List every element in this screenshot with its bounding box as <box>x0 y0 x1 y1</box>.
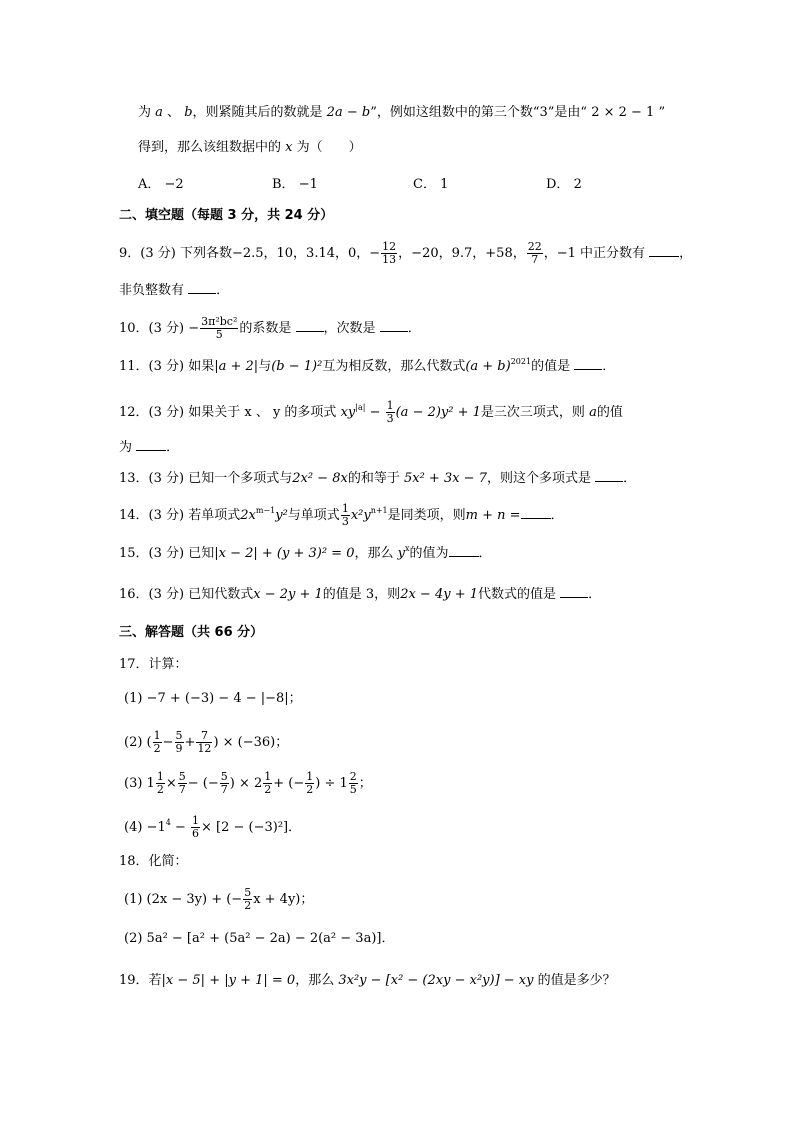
q11-text: 互为相反数，那么代数式 <box>322 359 466 374</box>
math-expression: |x − 5| + |y + 1| = 0 <box>161 973 296 988</box>
q11-text: 的值是 <box>531 359 571 374</box>
math-expression: x²y <box>350 508 371 523</box>
math-expression: y <box>397 546 405 561</box>
math-expression: 2x − 4y + 1 <box>400 587 478 602</box>
fraction <box>341 503 350 528</box>
exponent: x <box>404 544 410 553</box>
operator: ) ÷ 1 <box>315 776 348 791</box>
math-expression: |x − 2| + (y + 3)² = 0 <box>214 546 355 561</box>
denominator: 7 <box>220 783 228 796</box>
exponent: 4 <box>165 818 171 827</box>
question-9-line-2 <box>119 281 229 300</box>
q8-option-c <box>413 176 448 194</box>
q16-text: 的值是 3，则 <box>322 587 401 602</box>
q13-text: 13．(3 分) 已知一个多项式与 <box>119 471 293 486</box>
numerator: 12 <box>382 240 397 253</box>
q17-text: × [2 − (−3)²]． <box>200 820 302 835</box>
q16-text: 16．(3 分) 已知代数式 <box>119 587 254 602</box>
q8-text: 为 <box>138 105 156 120</box>
question-9 <box>119 241 692 266</box>
math-expression: 5x² + 3x − 7 <box>403 471 487 486</box>
denominator: 6 <box>191 827 199 840</box>
denominator: 5 <box>215 328 223 341</box>
answer-blank[interactable] <box>574 357 602 370</box>
numerator: 5 <box>175 729 183 742</box>
operator: + <box>184 735 196 750</box>
numerator: 1 <box>264 770 272 783</box>
q16-text: 代数式的值是 <box>478 587 557 602</box>
q9-numbers: −2.5，10，3.14，0，− <box>231 246 381 261</box>
denominator: 2 <box>156 783 164 796</box>
numerator: 1 <box>306 770 314 783</box>
numerator: 1 <box>341 502 349 515</box>
q8-text: ” <box>658 105 666 120</box>
exponent: 2021 <box>510 357 532 366</box>
option-value: 2 <box>573 177 582 192</box>
fraction <box>156 771 165 796</box>
q15-text: 15．(3 分) 已知 <box>119 546 215 561</box>
fraction <box>381 241 397 266</box>
question-13 <box>119 469 636 488</box>
q8-option-d <box>546 176 582 194</box>
fraction <box>191 815 200 840</box>
math-expression: 3x²y − [x² − (2xy − x²y)] − xy <box>338 973 534 988</box>
q17-part-4 <box>124 815 301 840</box>
denominator: 3 <box>341 515 349 528</box>
option-value: 1 <box>440 177 449 192</box>
question-12-line-2 <box>119 438 179 457</box>
punct: ． <box>623 471 637 486</box>
answer-blank[interactable] <box>136 438 166 451</box>
punct: ， <box>679 246 693 261</box>
section-heading-solve: 三、解答题（共 66 分） <box>119 625 264 640</box>
q18-part-1 <box>124 887 313 912</box>
math-expression: m + n = <box>465 508 521 523</box>
q8-text: 得到，那么该组数据中的 <box>138 140 282 155</box>
q17-text: (3) 1 <box>124 776 155 791</box>
math-expression: 2x <box>240 508 256 523</box>
option-label: A． <box>138 177 161 192</box>
q9-text: ，−1 中正分数有 <box>543 246 646 261</box>
operator: − <box>365 405 385 420</box>
fraction <box>527 241 543 266</box>
q17-text: (4) −1 <box>124 820 166 835</box>
answer-blank[interactable] <box>521 506 551 519</box>
exponent: m−1 <box>255 506 276 515</box>
punct: ． <box>166 440 180 455</box>
fraction <box>220 771 229 796</box>
fraction <box>196 730 212 755</box>
q13-text: ，则这个多项式是 <box>486 471 591 486</box>
denominator: 2 <box>244 899 252 912</box>
q12-text: 是三次三项式，则 <box>480 405 585 420</box>
numerator: 1 <box>386 399 394 412</box>
fraction <box>243 887 252 912</box>
denominator: 2 <box>264 783 272 796</box>
fraction <box>305 771 314 796</box>
denominator: 9 <box>175 742 183 755</box>
math-expression: 2x² − 8x <box>292 471 348 486</box>
denominator: 12 <box>197 742 212 755</box>
operator: − (− <box>187 776 219 791</box>
punct: ． <box>602 359 616 374</box>
math-expression: x − 2y + 1 <box>253 587 323 602</box>
var-b: b <box>184 105 193 120</box>
denominator: 7 <box>178 783 186 796</box>
q8-option-a <box>138 176 184 194</box>
denominator: 7 <box>531 253 539 266</box>
q8-text: 为（ ） <box>296 140 362 155</box>
q13-text: 的和等于 <box>347 471 400 486</box>
option-value: −1 <box>298 177 318 192</box>
question-11 <box>119 357 615 376</box>
numerator: 1 <box>156 770 164 783</box>
q9-text: 非负整数有 <box>119 283 185 298</box>
numerator: 2 <box>349 770 357 783</box>
exponent: |a| <box>355 403 366 412</box>
exponent: n+1 <box>370 506 388 515</box>
var-a: a <box>155 105 163 120</box>
q14-text: 是同类项，则 <box>387 508 466 523</box>
fraction <box>153 730 162 755</box>
numerator: 5 <box>220 770 228 783</box>
math-expression: (a + b) <box>465 359 511 374</box>
option-value: −2 <box>164 177 184 192</box>
q17-part-3 <box>124 771 372 796</box>
operator: − <box>162 735 174 750</box>
q18-text: x + 4y)； <box>253 892 314 907</box>
question-17-title: 17．计算： <box>119 657 188 672</box>
q18-part-2: (2) 5a² − [a² + (5a² − 2a) − 2(a² − 3a)]． <box>124 931 395 946</box>
numerator: 5 <box>178 770 186 783</box>
q8-expression: 2 × 2 − 1 <box>591 105 655 120</box>
option-label: C． <box>413 177 436 192</box>
answer-blank[interactable] <box>560 585 588 598</box>
math-expression: (a − 2)y² + 1 <box>395 405 481 420</box>
q12-text: 为 <box>119 440 133 455</box>
operator: + (− <box>273 776 305 791</box>
answer-blank[interactable] <box>449 544 479 557</box>
q8-option-b <box>272 176 318 194</box>
question-19 <box>119 972 616 990</box>
question-15 <box>119 544 492 563</box>
numerator: 1 <box>191 814 199 827</box>
q8-text: 、 <box>162 105 181 120</box>
answer-blank[interactable] <box>595 469 623 482</box>
q8-line-1 <box>138 104 665 122</box>
q19-text: 的值是多少？ <box>537 973 616 988</box>
numerator: 7 <box>196 730 212 743</box>
question-12 <box>119 400 623 425</box>
math-expression: y² <box>275 508 288 523</box>
q17-part-1: (1) −7 + (−3) − 4 − |−8|； <box>124 691 302 706</box>
math-expression: |a + 2| <box>214 359 259 374</box>
operator: × <box>165 776 177 791</box>
q9-text: 9．(3 分) 下列各数 <box>119 246 232 261</box>
punct: ． <box>550 508 564 523</box>
q10-text: 10．(3 分) − <box>119 321 200 336</box>
denominator: 5 <box>349 783 357 796</box>
q12-text: 的值 <box>596 405 623 420</box>
fraction <box>175 730 184 755</box>
q14-text: 与单项式 <box>287 508 340 523</box>
q8-expression: 2a − b <box>326 105 371 120</box>
fraction <box>200 316 238 341</box>
operator: − <box>170 820 190 835</box>
q17-text: ) × (−36)； <box>213 735 289 750</box>
question-14 <box>119 503 564 528</box>
question-16 <box>119 585 601 604</box>
denominator: 2 <box>306 783 314 796</box>
punct: ． <box>407 321 421 336</box>
q14-text: 14．(3 分) 若单项式 <box>119 508 241 523</box>
question-18-title: 18．化简： <box>119 854 188 869</box>
numerator: 5 <box>244 886 252 899</box>
q15-text: 的值为 <box>409 546 449 561</box>
option-label: D． <box>546 177 570 192</box>
operator: ) × 2 <box>229 776 263 791</box>
punct: ． <box>588 587 602 602</box>
math-expression: xy <box>340 405 356 420</box>
numerator: 1 <box>153 729 161 742</box>
fraction <box>386 400 395 425</box>
denominator: 3 <box>386 412 394 425</box>
q10-text: ，次数是 <box>323 321 376 336</box>
fraction <box>349 771 358 796</box>
q19-text: ，那么 <box>295 973 335 988</box>
fraction <box>263 771 272 796</box>
numerator: 3π²bc² <box>201 315 238 328</box>
q11-text: 11．(3 分) 如果 <box>119 359 215 374</box>
numerator: 22 <box>527 240 542 253</box>
question-10 <box>119 316 421 341</box>
q9-numbers: ，−20，9.7，+58， <box>398 246 526 261</box>
q8-line-2 <box>138 139 362 157</box>
answer-blank[interactable] <box>380 319 408 332</box>
answer-blank[interactable] <box>649 244 679 257</box>
fraction <box>178 771 187 796</box>
q8-text: ”，例如这组数中的第三个数“3”是由“ <box>370 105 588 120</box>
var-a: a <box>589 405 597 420</box>
punct: ； <box>358 776 372 791</box>
var-x: x <box>285 140 293 155</box>
q11-text: 与 <box>258 359 272 374</box>
denominator: 13 <box>382 253 397 266</box>
q17-text: (2) ( <box>124 735 152 750</box>
q8-text: ，则紧随其后的数就是 <box>192 105 323 120</box>
math-expression: (b − 1)² <box>271 359 323 374</box>
answer-blank[interactable] <box>296 319 324 332</box>
option-label: B． <box>272 177 295 192</box>
q12-text: 12．(3 分) 如果关于 x 、 y 的多项式 <box>119 405 337 420</box>
punct: ． <box>216 283 230 298</box>
q10-text: 的系数是 <box>239 321 292 336</box>
section-heading-fill-in: 二、填空题（每题 3 分，共 24 分） <box>119 208 334 223</box>
q15-text: ，那么 <box>354 546 394 561</box>
punct: ． <box>478 546 492 561</box>
q17-part-2 <box>124 730 288 755</box>
q18-text: (1) (2x − 3y) + (− <box>124 892 243 907</box>
denominator: 2 <box>153 742 161 755</box>
q19-text: 19．若 <box>119 973 162 988</box>
answer-blank[interactable] <box>188 281 216 294</box>
